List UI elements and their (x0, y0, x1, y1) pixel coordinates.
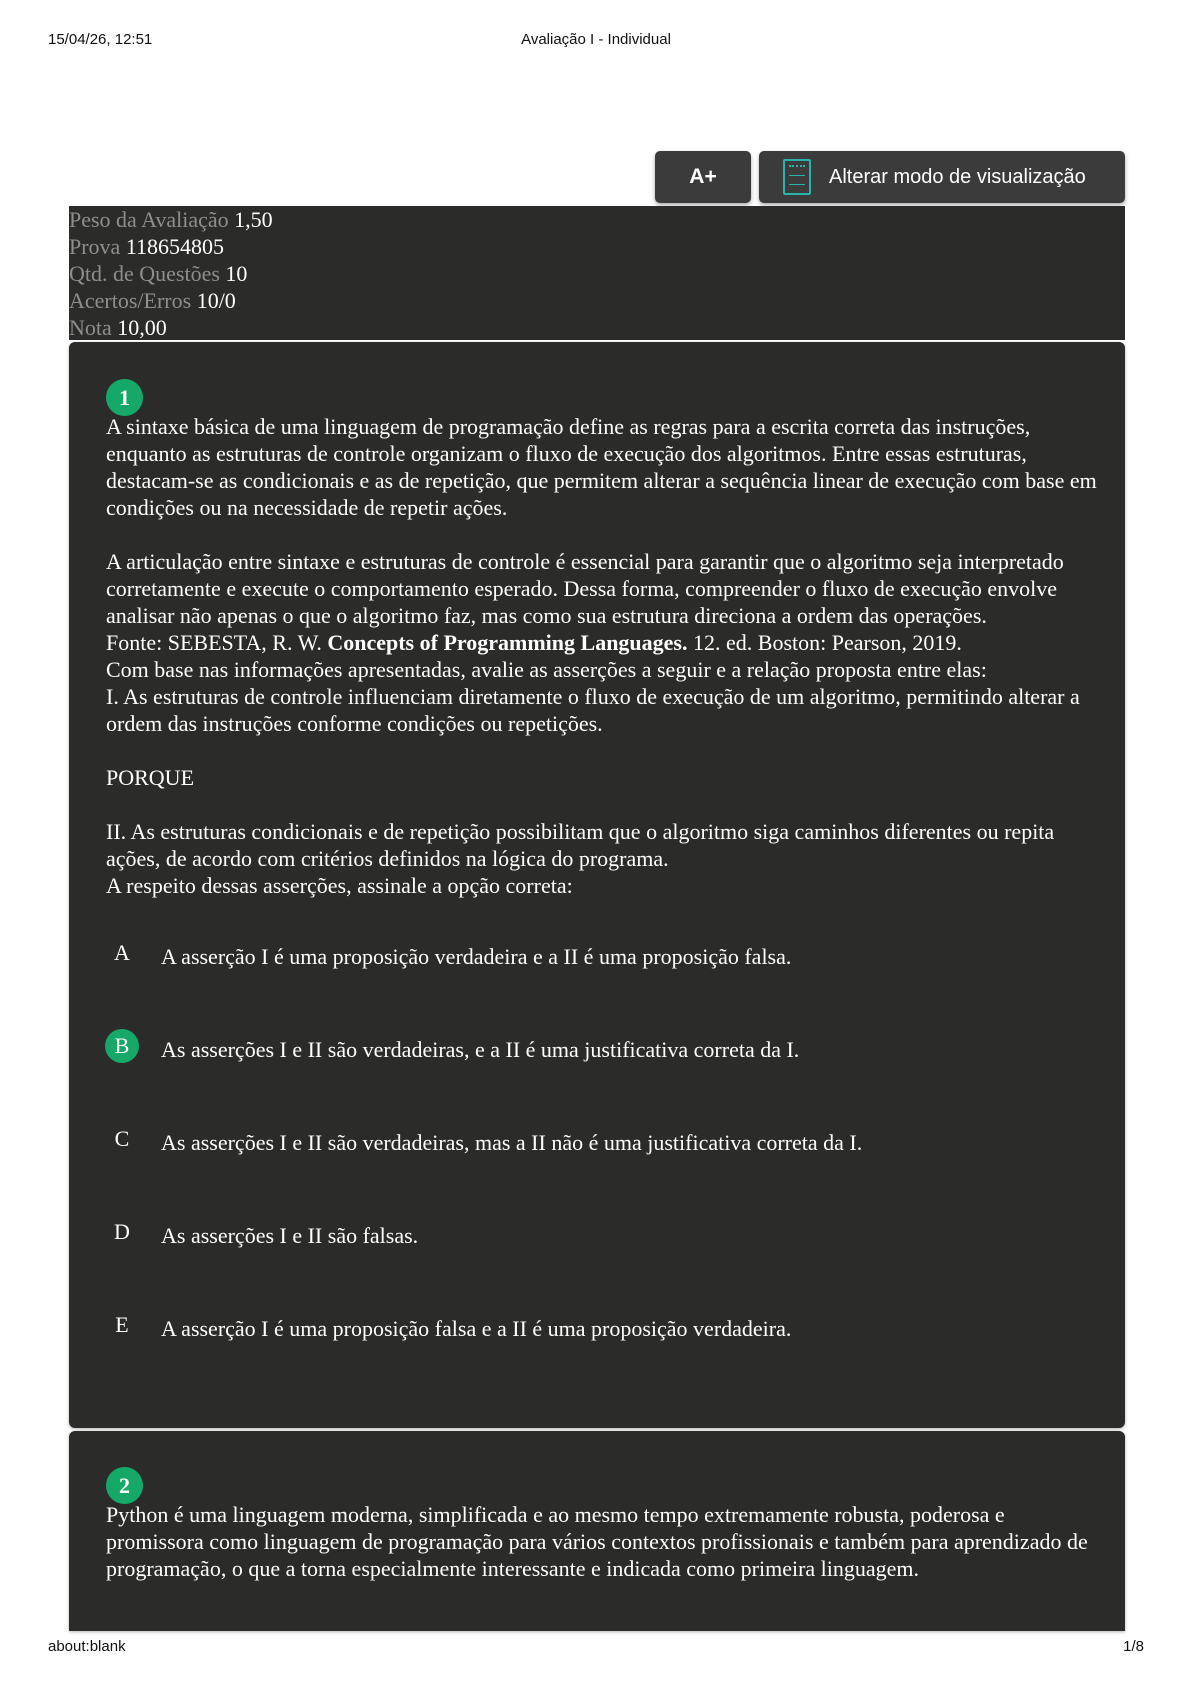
print-page-count: 1/8 (1123, 1638, 1144, 1655)
summary-row-hits-misses (69, 287, 1125, 314)
source-suffix: 12. ed. Boston: Pearson, 2019. (687, 630, 962, 655)
question-statement (106, 1501, 1106, 1582)
summary-label: Nota (69, 315, 112, 340)
question-statement (106, 413, 1106, 899)
print-page-title: Avaliação I - Individual (521, 31, 671, 48)
assertion-one: I. As estruturas de controle influenciam diretamente o fluxo de execução de um algoritmo, permitindo alterar a ordem das instruções conforme condições ou repetições. (106, 684, 1080, 736)
question-number-badge: 1 (106, 379, 143, 416)
question-instruction: Com base nas informações apresentadas, avalie as asserções a seguir e a relação proposta entre elas: (106, 657, 987, 682)
summary-label: Qtd. de Questões (69, 261, 220, 286)
summary-value: 1,50 (234, 207, 273, 232)
summary-value: 10 (225, 261, 248, 286)
source-prefix: Fonte: SEBESTA, R. W. (106, 630, 328, 655)
option-letter-selected: B (105, 1029, 139, 1063)
question-paragraph: A articulação entre sintaxe e estruturas de controle é essencial para garantir que o algoritmo seja interpretado corretamente e execute o comportamento esperado. Dessa forma, compreender o fluxo de execução envolve analisar não apenas o que o algoritmo faz, mas como sua estrutura direciona a ordem das operações. (106, 549, 1064, 628)
summary-row-question-count (69, 260, 1125, 287)
question-card (69, 1431, 1125, 1631)
view-mode-label: Alterar modo de visualização (829, 165, 1086, 188)
option-text: As asserções I e II são falsas. (161, 1223, 419, 1248)
summary-value: 10,00 (117, 315, 167, 340)
toolbar (655, 151, 1125, 203)
summary-label: Prova (69, 234, 121, 259)
summary-label: Acertos/Erros (69, 288, 192, 313)
assertion-connector: PORQUE (106, 765, 195, 790)
font-size-label: A+ (689, 165, 717, 188)
summary-value: 10/0 (196, 288, 236, 313)
option-text: As asserções I e II são verdadeiras, e a II é uma justificativa correta da I. (161, 1037, 800, 1062)
option-letter: C (114, 1126, 130, 1151)
print-url: about:blank (48, 1638, 126, 1655)
option-text: A asserção I é uma proposição verdadeira e a II é uma proposição falsa. (161, 944, 792, 969)
option-letter: A (114, 940, 130, 965)
summary-value: 118654805 (125, 234, 225, 259)
option-text: A asserção I é uma proposição falsa e a II é uma proposição verdadeira. (161, 1316, 792, 1341)
print-datetime: 15/04/26, 12:51 (48, 31, 153, 48)
exam-summary (69, 206, 1125, 340)
question-source (106, 629, 1106, 656)
question-paragraph: A sintaxe básica de uma linguagem de programação define as regras para a escrita correta das instruções, enquanto as estruturas de controle organizam o fluxo de execução dos algoritmos. Entre essas estruturas, destacam-se as condicionais e as de repetição, que permitem alterar a sequência linear de execução com base em condições ou na necessidade de repetir ações. (106, 414, 1097, 520)
assertion-two: II. As estruturas condicionais e de repetição possibilitam que o algoritmo siga caminhos diferentes ou repita ações, de acordo com critérios definidos na lógica do programa. (106, 819, 1055, 871)
summary-row-weight (69, 206, 1125, 233)
summary-row-grade (69, 314, 1125, 341)
answer-option-d[interactable] (105, 1219, 1105, 1315)
summary-row-exam-id (69, 233, 1125, 260)
question-card (69, 342, 1125, 1428)
option-letter: D (114, 1219, 130, 1244)
question-paragraph: Python é uma linguagem moderna, simplificada e ao mesmo tempo extremamente robusta, poderosa e promissora como linguagem de programação para vários contextos profissionais e também para aprendizado de programação, o que a torna especialmente interessante e indicada como primeira linguagem. (106, 1502, 1088, 1581)
source-book-title: Concepts of Programming Languages. (327, 630, 688, 655)
answer-options (105, 940, 1105, 1408)
question-prompt: A respeito dessas asserções, assinale a opção correta: (106, 873, 573, 898)
answer-option-a[interactable] (105, 940, 1105, 1036)
answer-option-b[interactable] (105, 1033, 1105, 1129)
summary-label: Peso da Avaliação (69, 207, 229, 232)
option-text: As asserções I e II são verdadeiras, mas a II não é uma justificativa correta da I. (161, 1130, 863, 1155)
option-letter: E (115, 1312, 129, 1337)
view-mode-button[interactable] (759, 151, 1125, 203)
document-icon (783, 159, 811, 195)
answer-option-e[interactable] (105, 1312, 1105, 1408)
answer-option-c[interactable] (105, 1126, 1105, 1222)
question-number-badge: 2 (106, 1467, 143, 1504)
font-size-button[interactable] (655, 151, 751, 203)
